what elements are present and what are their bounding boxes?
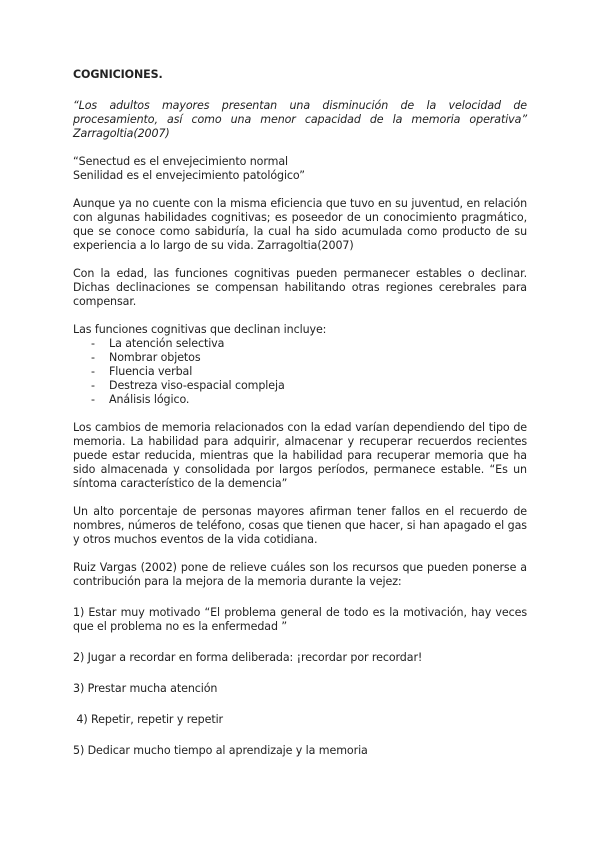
paragraph-ruiz-vargas: Ruiz Vargas (2002) pone de relieve cuáles son los recursos que pueden ponerse a contribución para la mejora de la memoria durante la vejez: bbox=[73, 561, 527, 588]
resource-item-5: 5) Dedicar mucho tiempo al aprendizaje y la memoria bbox=[73, 744, 368, 757]
list-item: - Fluencia verbal bbox=[91, 365, 527, 379]
quote-zarragoltia: “Los adultos mayores presentan una disminución de la velocidad de procesamiento, así como una menor capacidad de la memoria operativa” Zarragoltia(2007) bbox=[73, 99, 527, 140]
list-item: - Destreza viso-espacial compleja bbox=[91, 379, 527, 393]
section-title: COGNICIONES. bbox=[73, 68, 163, 81]
resource-item-4: 4) Repetir, repetir y repetir bbox=[73, 713, 224, 726]
resource-item-2: 2) Jugar a recordar en forma deliberada: ¡recordar por recordar! bbox=[73, 651, 423, 664]
list-intro: Las funciones cognitivas que declinan incluye: bbox=[73, 323, 327, 336]
resource-item-1: 1) Estar muy motivado “El problema general de todo es la motivación, hay veces que el problema no es la enfermedad ” bbox=[73, 606, 527, 633]
list-item: - Nombrar objetos bbox=[91, 351, 527, 365]
quote-senectud-line-1: “Senectud es el envejecimiento normal bbox=[73, 155, 289, 168]
declining-functions-list bbox=[73, 337, 527, 407]
list-item: - Análisis lógico. bbox=[91, 393, 527, 407]
resource-item-3: 3) Prestar mucha atención bbox=[73, 682, 218, 695]
paragraph-memoria-cambios: Los cambios de memoria relacionados con la edad varían dependiendo del tipo de memoria. La habilidad para adquirir, almacenar y recuperar recuerdos recientes puede estar reducida, mientras que la habilidad para recuperar memoria que ha sido almacenada y consolidada por largos períodos, permanece estable. “Es un síntoma característico de la demencia” bbox=[73, 421, 527, 490]
paragraph-funciones-estables: Con la edad, las funciones cognitivas pueden permanecer estables o declinar. Dichas declinaciones se compensan habilitando otras regiones cerebrales para compensar. bbox=[73, 267, 527, 308]
quote-senectud bbox=[73, 155, 527, 183]
paragraph-fallos-recuerdo: Un alto porcentaje de personas mayores afirman tener fallos en el recuerdo de nombres, números de teléfono, cosas que tienen que hacer, si han apagado el gas y otros muchos eventos de la vida cotidiana. bbox=[73, 505, 527, 546]
quote-senectud-line-2: Senilidad es el envejecimiento patológico” bbox=[73, 169, 305, 182]
list-item: - La atención selectiva bbox=[91, 337, 527, 351]
paragraph-sabiduria: Aunque ya no cuente con la misma eficiencia que tuvo en su juventud, en relación con algunas habilidades cognitivas; es poseedor de un conocimiento pragmático, que se conoce como sabiduría, la cual ha sido acumulada como producto de su experiencia a lo largo de su vida. Zarragoltia(2007) bbox=[73, 197, 527, 252]
